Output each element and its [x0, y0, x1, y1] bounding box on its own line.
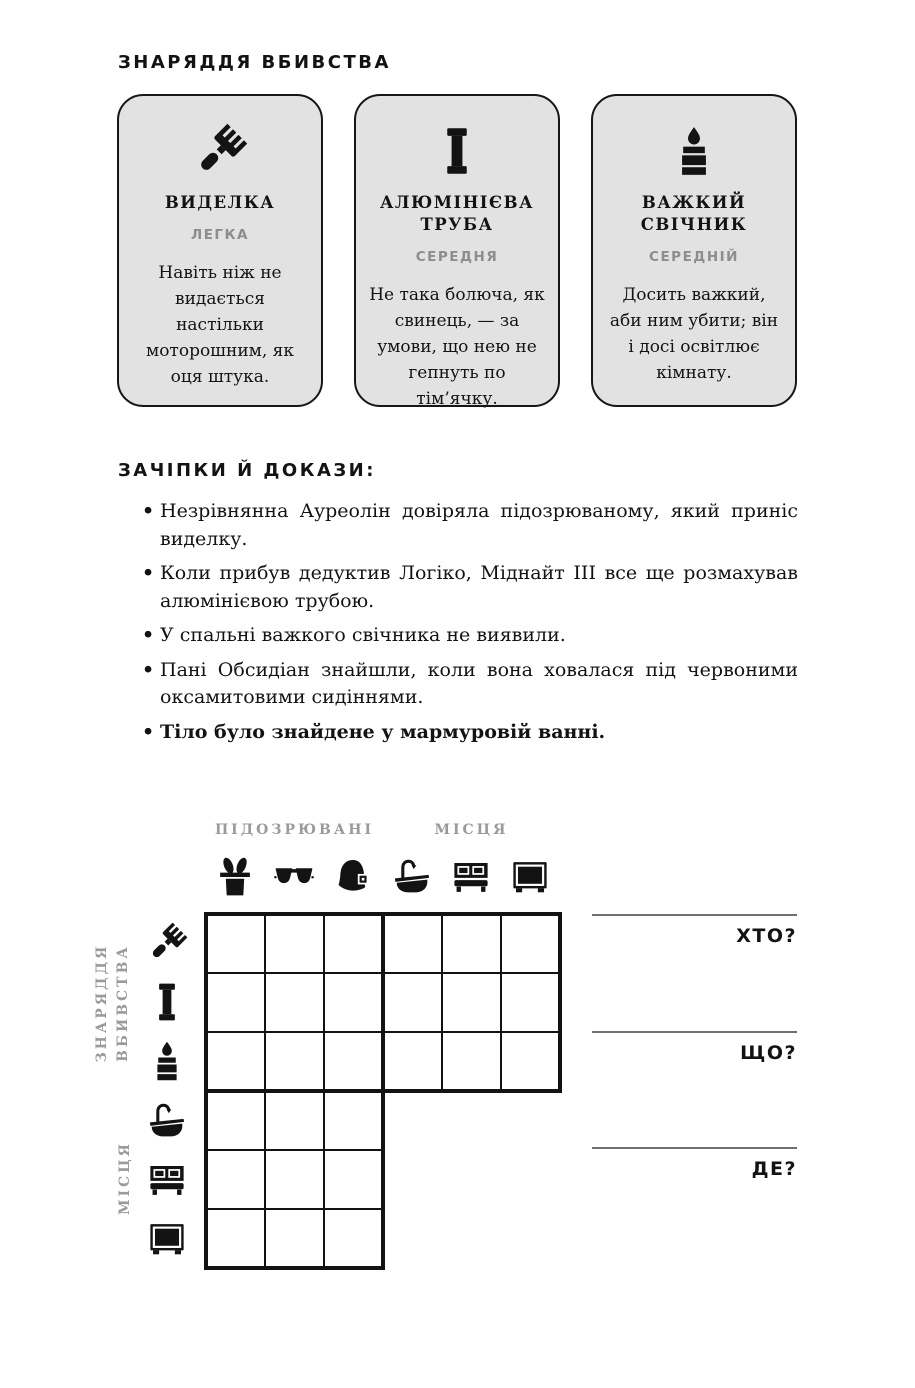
- weapon-card-description: Не така болюча, як свинець, — за умови, що нею не гепнуть по тім’ячку.: [369, 285, 545, 409]
- bed-icon: [454, 863, 487, 892]
- weapon-card-title: ВИДЕЛКА: [164, 193, 276, 212]
- answer-label-what: ЩО?: [740, 1042, 797, 1064]
- answer-blank-what[interactable]: [592, 1031, 797, 1064]
- answer-blank-where[interactable]: [592, 1147, 797, 1180]
- clue-item: • Пані Обсидіан знайшли, коли вона ховалася під червоними оксамитовими сидіннями.: [138, 657, 798, 712]
- weapon-card-description: Досить важкий, аби ним убити; він і досі освітлює кімнату.: [609, 285, 779, 383]
- bed-icon: [150, 1166, 183, 1195]
- magic-hat-icon: [220, 856, 250, 895]
- clue-item: • Незрівнянна Ауреолін довіряла підозрюваному, який приніс виделку.: [138, 498, 798, 553]
- weapon-card-title: ВАЖКИЙ СВІЧНИК: [640, 193, 748, 234]
- sunglasses-icon: [274, 868, 313, 883]
- weapons-section-title: ЗНАРЯДДЯ ВБИВСТВА: [118, 52, 391, 73]
- grid-cells-suspects-x-weapons[interactable]: [206, 914, 383, 1091]
- weapon-card-weight: СЕРЕДНІЙ: [649, 249, 739, 265]
- answer-blank-who[interactable]: [592, 914, 797, 947]
- cloche-hat-icon: [339, 860, 369, 891]
- row-group-label-places: МІСЦЯ: [117, 1140, 133, 1216]
- clue-item-key-fact: • Тіло було знайдене у мармуровій ванні.: [138, 719, 798, 747]
- row-group-label-weapons: ЗНАРЯДДЯ ВБИВСТВА: [94, 943, 131, 1063]
- clues-section-title: ЗАЧІПКИ Й ДОКАЗИ:: [118, 460, 376, 481]
- weapon-cards-row: [117, 94, 797, 407]
- clue-item: • У спальні важкого свічника не виявили.: [138, 622, 798, 650]
- grid-column-icons: [220, 856, 547, 895]
- answer-label-where: ДЕ?: [751, 1158, 797, 1180]
- candlestick-icon: [157, 1042, 176, 1081]
- weapon-card-title: АЛЮМІНІЄВА ТРУБА: [379, 193, 535, 234]
- weapon-card-description: Навіть ніж не видається настільки моторошним, як оця штука.: [145, 263, 295, 387]
- pipe-icon: [159, 984, 175, 1021]
- logic-grid: [90, 810, 570, 1280]
- answer-label-who: ХТО?: [736, 925, 797, 947]
- tv-cabinet-icon: [150, 1224, 183, 1254]
- bathtub-icon: [395, 861, 429, 892]
- weapon-card-pipe: [354, 94, 560, 407]
- fork-icon: [132, 121, 308, 181]
- tv-cabinet-icon: [513, 862, 546, 892]
- weapon-card-weight: ЛЕГКА: [190, 227, 250, 243]
- fork-icon: [147, 923, 188, 964]
- bathtub-icon: [150, 1105, 184, 1136]
- candlestick-icon: [606, 121, 782, 181]
- grid-row-icons: [147, 923, 188, 1255]
- grid-cells-suspects-x-places[interactable]: [206, 1091, 383, 1268]
- weapon-card-weight: СЕРЕДНЯ: [415, 249, 499, 265]
- weapon-card-fork: [117, 94, 323, 407]
- weapon-card-candlestick: [591, 94, 797, 407]
- clues-list: [138, 498, 798, 753]
- pipe-icon: [369, 121, 545, 181]
- clue-item: • Коли прибув дедуктив Логіко, Міднайт III все ще розмахував алюмінієвою трубою.: [138, 560, 798, 615]
- column-group-label-suspects: ПІДОЗРЮВАНІ: [214, 822, 375, 838]
- grid-cells-places-x-weapons[interactable]: [383, 914, 560, 1091]
- column-group-label-places: МІСЦЯ: [434, 822, 509, 838]
